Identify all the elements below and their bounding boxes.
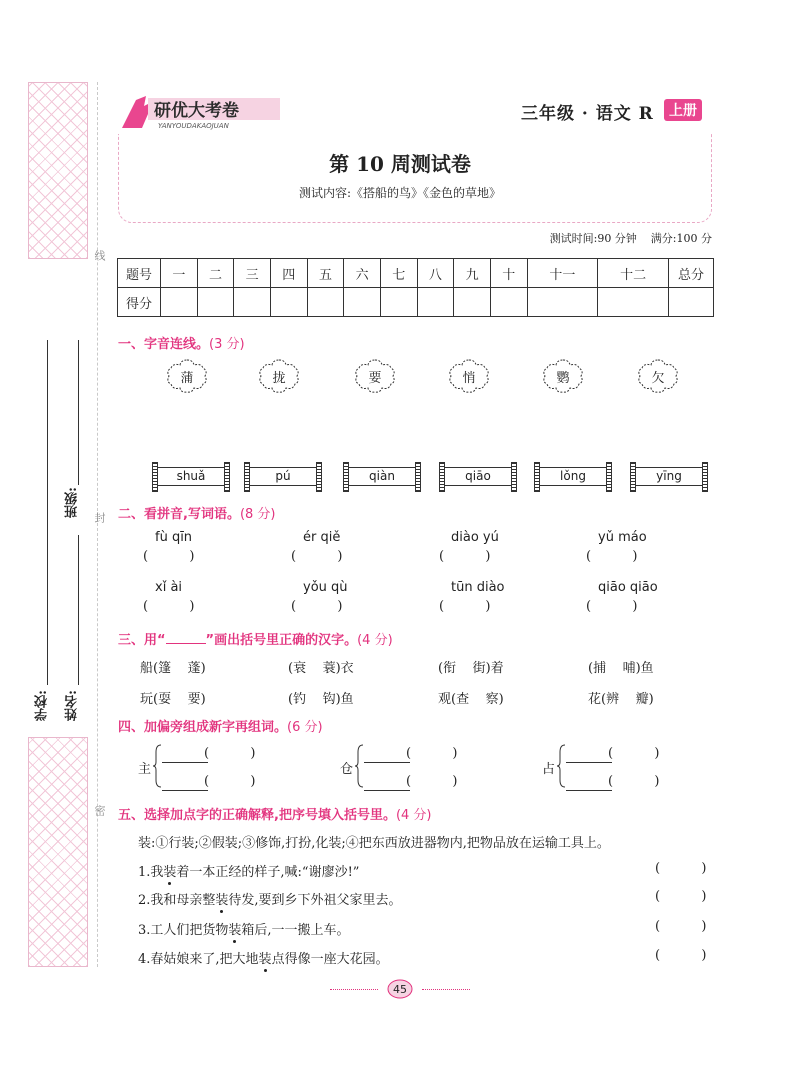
class-label: 班级:	[65, 487, 80, 518]
score-cell[interactable]	[527, 288, 598, 317]
fill-line[interactable]	[566, 790, 612, 791]
seal-mark: 封	[93, 512, 106, 523]
score-cell[interactable]	[454, 288, 491, 317]
brace	[556, 744, 566, 792]
answer-paren[interactable]: ( )	[406, 774, 458, 789]
footer-dots-right	[422, 989, 470, 990]
pinyin-prompt: fù qīn	[155, 530, 193, 545]
score-cell[interactable]	[161, 288, 198, 317]
score-cell[interactable]	[598, 288, 669, 317]
name-line	[78, 535, 79, 685]
flower-char: 悄	[462, 371, 476, 386]
score-cell[interactable]	[669, 288, 714, 317]
pinyin-text: yīng	[636, 467, 702, 486]
section3-heading: 三、用“ ”画出括号里正确的汉字。(4 分)	[118, 633, 393, 648]
table-header: 八	[417, 259, 454, 288]
answer-paren[interactable]: ( )	[655, 919, 707, 934]
answer-paren[interactable]: ( )	[204, 774, 256, 789]
table-header: 三	[234, 259, 271, 288]
char-choice[interactable]: (衰 蓑)衣	[288, 661, 354, 676]
flower-char: 鹦	[556, 371, 570, 386]
sentence: 3.工人们把货物装箱后,一一搬上车。	[138, 919, 350, 938]
score-cell[interactable]	[234, 288, 271, 317]
test-content: 测试内容:《搭船的鸟》《金色的草地》	[298, 186, 502, 200]
score-header-row	[118, 259, 714, 288]
char-choice[interactable]: 船(篷 蓬)	[140, 661, 206, 676]
answer-paren[interactable]: ( )	[143, 549, 195, 564]
char-choice[interactable]: (衔 街)着	[438, 661, 504, 676]
answer-paren[interactable]: ( )	[608, 746, 660, 761]
pinyin-prompt: tūn diào	[451, 580, 505, 595]
score-label: 得分	[118, 288, 161, 317]
brace	[354, 744, 364, 792]
pinyin-box[interactable]	[439, 462, 517, 490]
time-info: 测试时间:90 分钟 满分:100 分	[549, 232, 712, 245]
flower-char: 蒲	[180, 371, 194, 386]
table-header: 七	[380, 259, 417, 288]
score-cell[interactable]	[490, 288, 527, 317]
answer-paren[interactable]: ( )	[608, 774, 660, 789]
base-char: 仓	[340, 762, 354, 777]
score-cell[interactable]	[344, 288, 381, 317]
table-header: 一	[161, 259, 198, 288]
char-flower[interactable]	[446, 357, 492, 395]
svg-text:45: 45	[393, 983, 407, 996]
secret-mark: 密	[93, 805, 106, 816]
answer-paren[interactable]: ( )	[586, 549, 638, 564]
pinyin-text: shuǎ	[158, 467, 224, 486]
answer-paren[interactable]: ( )	[439, 549, 491, 564]
score-table	[117, 258, 714, 317]
score-cell[interactable]	[270, 288, 307, 317]
definition-text: 装:①行装;②假装;③修饰,打扮,化装;④把东西放进器物内,把物品放在运输工具上。	[138, 836, 610, 851]
table-header: 十二	[598, 259, 669, 288]
table-header: 题号	[118, 259, 161, 288]
answer-paren[interactable]: ( )	[291, 549, 343, 564]
pinyin-prompt: diào yú	[451, 530, 499, 545]
table-header: 二	[197, 259, 234, 288]
logo-subtext: YANYOUDAKAOJUAN	[158, 122, 229, 130]
dotted-char: 装	[215, 889, 228, 908]
footer-dots-left	[330, 989, 378, 990]
fill-line[interactable]	[364, 762, 410, 763]
logo-text: 研优大考卷	[154, 101, 239, 121]
table-header: 四	[270, 259, 307, 288]
answer-paren[interactable]: ( )	[406, 746, 458, 761]
answer-paren[interactable]: ( )	[655, 889, 707, 904]
pinyin-prompt: xǐ ài	[155, 580, 183, 595]
score-cell[interactable]	[380, 288, 417, 317]
school-label: 学校:	[35, 690, 50, 721]
dotted-char: 装	[259, 948, 272, 967]
section2-heading: 二、看拼音,写词语。(8 分)	[118, 507, 276, 522]
char-choice[interactable]: (钓 钩)鱼	[288, 692, 354, 707]
score-cell[interactable]	[197, 288, 234, 317]
name-label: 姓名:	[65, 690, 80, 721]
pinyin-box[interactable]	[244, 462, 322, 490]
answer-paren[interactable]: ( )	[655, 948, 707, 963]
base-char: 占	[542, 762, 556, 777]
volume-tag: 上册	[664, 99, 702, 121]
table-header: 六	[344, 259, 381, 288]
flower-char: 要	[368, 371, 382, 386]
grade-subject: 三年级 · 语文 R	[521, 104, 654, 124]
line-mark: 线	[93, 250, 106, 261]
char-flower[interactable]	[635, 357, 681, 395]
brand-logo	[118, 92, 288, 130]
base-char: 主	[138, 762, 152, 777]
sentence: 2.我和母亲整装待发,要到乡下外祖父家里去。	[138, 889, 402, 908]
sentence: 4.春姑娘来了,把大地装点得像一座大花园。	[138, 948, 389, 967]
pinyin-prompt: yǒu qù	[303, 580, 348, 595]
brace	[152, 744, 162, 792]
char-choice[interactable]: 花(辨 瓣)	[588, 692, 654, 707]
pinyin-text: lǒng	[540, 467, 606, 486]
flower-char: 欠	[651, 371, 665, 386]
table-header: 九	[454, 259, 491, 288]
table-header: 十	[490, 259, 527, 288]
pinyin-text: qiàn	[349, 467, 415, 486]
section5-heading: 五、选择加点字的正确解释,把序号填入括号里。(4 分)	[118, 808, 432, 823]
char-choice[interactable]: (捕 哺)鱼	[588, 661, 654, 676]
table-header: 五	[307, 259, 344, 288]
page-number	[380, 978, 420, 1004]
answer-paren[interactable]: ( )	[291, 599, 343, 614]
page-title: 第 10 周测试卷	[329, 152, 471, 176]
class-line	[78, 340, 79, 485]
sentence: 1.我装着一本正经的样子,喊:“谢廖沙!”	[138, 861, 359, 880]
school-line	[47, 340, 48, 685]
dotted-char: 装	[163, 861, 176, 880]
pinyin-box[interactable]	[534, 462, 612, 490]
pinyin-box[interactable]	[630, 462, 708, 490]
table-header: 十一	[527, 259, 598, 288]
fill-line[interactable]	[162, 762, 208, 763]
table-header: 总分	[669, 259, 714, 288]
pinyin-prompt: ér qiě	[303, 530, 341, 545]
char-flower[interactable]	[256, 357, 302, 395]
pinyin-prompt: yǔ máo	[598, 530, 647, 545]
flower-char: 拢	[272, 371, 286, 386]
pinyin-prompt: qiāo qiāo	[598, 580, 658, 595]
char-flower[interactable]	[540, 357, 586, 395]
score-cell[interactable]	[417, 288, 454, 317]
binding-dashed-line	[97, 82, 98, 967]
pinyin-text: qiāo	[445, 467, 511, 486]
char-choice[interactable]: 观(查 察)	[438, 692, 504, 707]
char-flower[interactable]	[352, 357, 398, 395]
section4-heading: 四、加偏旁组成新字再组词。(6 分)	[118, 720, 323, 735]
fill-line[interactable]	[364, 790, 410, 791]
section1-heading: 一、字音连线。(3 分)	[118, 337, 245, 352]
margin-pattern-bottom	[28, 737, 88, 967]
answer-paren[interactable]: ( )	[655, 861, 707, 876]
answer-paren[interactable]: ( )	[143, 599, 195, 614]
answer-paren[interactable]: ( )	[586, 599, 638, 614]
char-choice[interactable]: 玩(耍 要)	[140, 692, 206, 707]
dotted-char: 装	[228, 919, 241, 938]
pinyin-box[interactable]	[343, 462, 421, 490]
fill-line[interactable]	[566, 762, 612, 763]
score-cell[interactable]	[307, 288, 344, 317]
char-flower[interactable]	[164, 357, 210, 395]
answer-paren[interactable]: ( )	[439, 599, 491, 614]
answer-paren[interactable]: ( )	[204, 746, 256, 761]
pinyin-box[interactable]	[152, 462, 230, 490]
pinyin-text: pú	[250, 467, 316, 486]
fill-line[interactable]	[162, 790, 208, 791]
score-row	[118, 288, 714, 317]
